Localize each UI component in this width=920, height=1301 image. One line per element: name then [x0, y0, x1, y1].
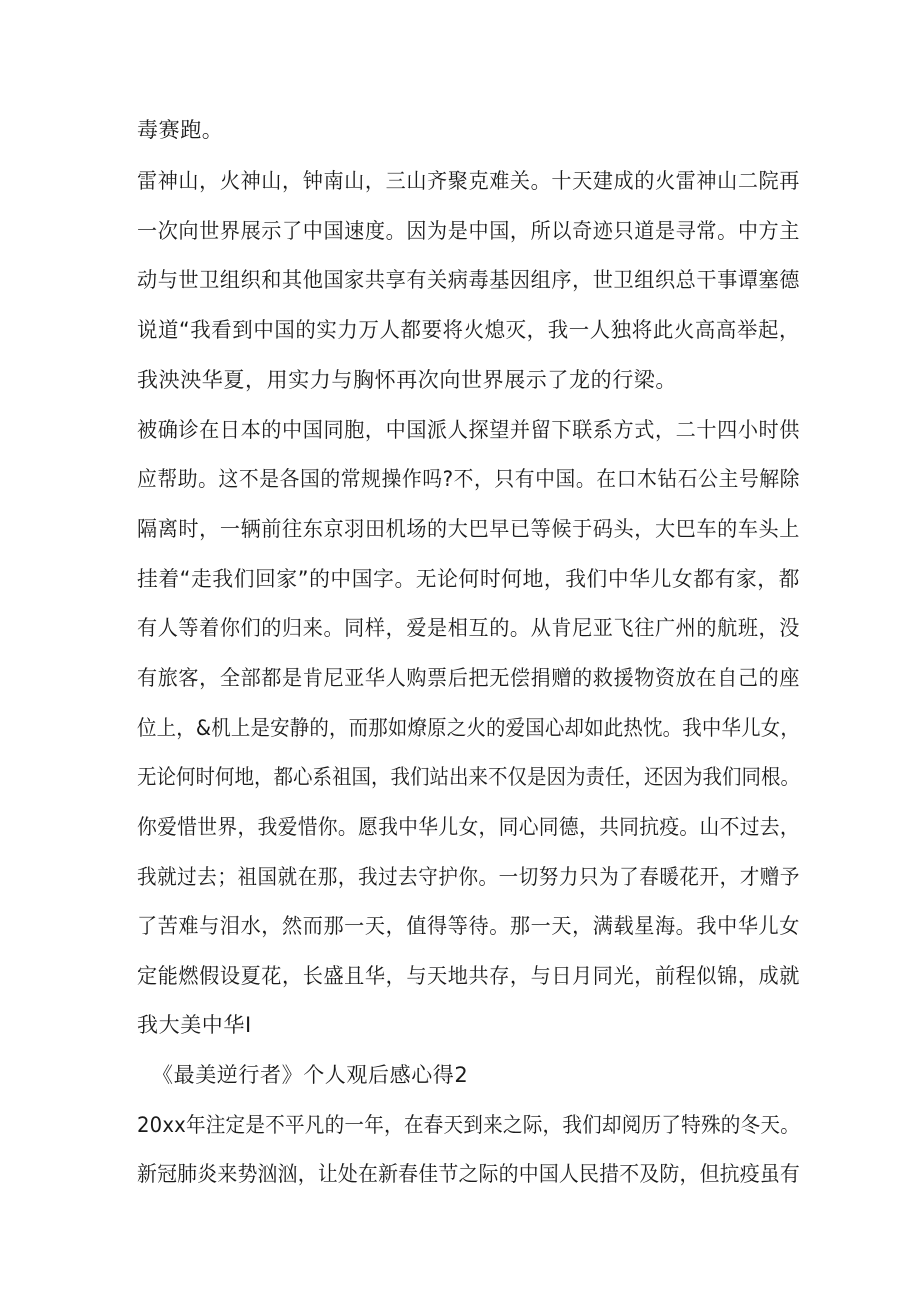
text-line: 我泱泱华夏，用实力与胸怀再次向世界展示了龙的行梁。: [137, 368, 677, 392]
text-line: 应帮助。这不是各国的常规操作吗?不，只有中国。在口木钻石公主号解除: [137, 467, 801, 491]
text-line: 我大美中华I: [137, 1013, 252, 1037]
text-line: 毒赛跑。: [137, 118, 224, 142]
text-line: 一次向世界展示了中国速度。因为是中国，所以奇迹只道是寻常。中方主: [137, 219, 801, 243]
text-line: 被确诊在日本的中国同胞，中国派人探望并留下联系方式，二十四小时供: [137, 418, 801, 442]
text-line: 新冠肺炎来势汹汹，让处在新春佳节之际的中国人民措不及防，但抗疫虽有: [137, 1162, 801, 1186]
text-line: 雷神山，火神山，钟南山，三山齐聚克难关。十天建成的火雷神山二院再: [137, 169, 801, 193]
text-line: 位上，&机上是安静的，而那如燎原之火的爱国心却如此热忱。我中华儿女，: [137, 716, 800, 740]
text-line: 隔离时，一辆前往东京羽田机场的大巴早已等候于码头，大巴车的车头上: [137, 517, 801, 541]
text-line: 20xx年注定是不平凡的一年，在春天到来之际，我们却阅历了特殊的冬天。: [137, 1113, 801, 1137]
text-line: 无论何时何地，都心系祖国，我们站出来不仅是因为责任，还因为我们同根。: [137, 765, 801, 789]
text-line: 有旅客，全部都是肯尼亚华人购票后把无偿捐赠的救援物资放在自己的座: [137, 666, 801, 690]
text-line: 你爱惜世界，我爱惜你。愿我中华儿女，同心同德，共同抗疫。山不过去，: [137, 815, 800, 839]
text-line: 有人等着你们的归来。同样，爱是相互的。从肯尼亚飞往广州的航班，没: [137, 616, 801, 640]
text-line: 说道“我看到中国的实力万人都要将火熄灭，我一人独将此火高高举起，: [137, 318, 801, 342]
text-line: 动与世卫组织和其他国家共享有关病毒基因组序，世卫组织总干事谭塞德: [137, 268, 801, 292]
text-line: 了苦难与泪水，然而那一天，值得等待。那一天，满载星海。我中华儿女: [137, 914, 801, 938]
text-line: 我就过去；祖国就在那，我过去守护你。一切努力只为了春暖花开，才赠予: [137, 865, 800, 889]
text-line: 定能燃假设夏花，长盛且华，与天地共存，与日月同光，前程似锦，成就: [137, 964, 801, 988]
section-heading: 《最美逆行者》个人观后感心得2: [152, 1063, 469, 1087]
text-line: 挂着“走我们回家”的中国字。无论何时何地，我们中华儿女都有家，都: [137, 567, 800, 591]
